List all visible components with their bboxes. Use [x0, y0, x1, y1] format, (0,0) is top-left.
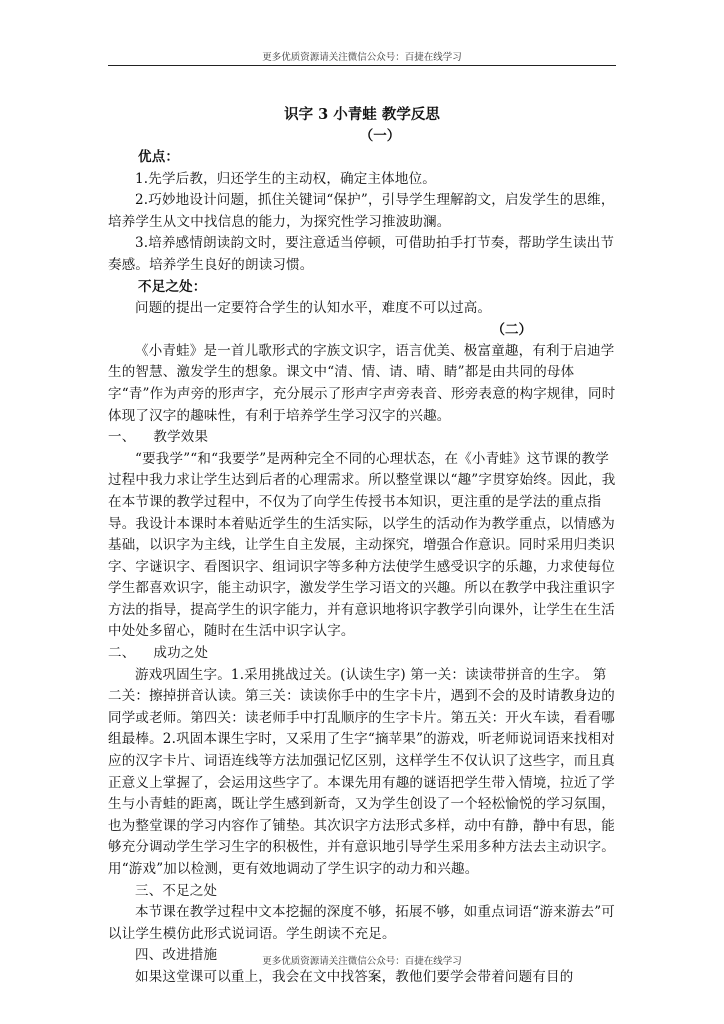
shortfall-paragraph: 本节课在教学过程中文本挖掘的深度不够，拓展不够，如重点词语“游来游去”可以让学生模仿此形式说词语。学生朗读不充足。: [108, 904, 616, 942]
heading-teaching-effect: 一、 教学效果: [108, 429, 209, 446]
heading-improvement: 四、改进措施: [135, 947, 218, 964]
pros-label: 优点：: [138, 149, 180, 165]
header-rule: [108, 65, 616, 66]
section-two-heading: （二）: [491, 321, 532, 338]
page-footer: 更多优质资源请关注微信公众号：百捷在线学习: [262, 956, 462, 967]
page-header: 更多优质资源请关注微信公众号：百捷在线学习: [262, 52, 462, 63]
success-paragraph: 游戏巩固生字。1.采用挑战过关。(认读生字) 第一关：读读带拼音的生字。 第二关：擦掉拼音认读。第三关：读读你手中的生字卡片，遇到不会的及时请教身边的同学或老师。第四关：读老师手中打乱顺序的生字卡片。第五关：开火车读，看看哪组最棒。2.巩固本课生字时，又采用了生字“摘苹果”的游戏，听老师说词语来找相对应的汉字卡片、词语连线等方法加强记忆区别，这样学生不仅认识了这些字，而且真正意义上掌握了，会运用这些字了。本课先用有趣的谜语把学生带入情境，拉近了学生与小青蛙的距离，既让学生感到新奇，又为学生创设了一个轻松愉悦的学习氛围，也为整堂课的学习内容作了铺垫。其次识字方法形式多样，动中有静，静中有思，能够充分调动学生学习生字的积极性，并有意识地引导学生采用多种方法去主动识字。用“游戏”加以检测，更有效地调动了学生识字的动力和兴趣。: [108, 666, 615, 877]
heading-shortfall: 三、不足之处: [135, 882, 218, 899]
section-one-heading: （一）: [359, 128, 401, 144]
teaching-effect-paragraph: “要我学”“和“我要学”是两种完全不同的心理状态，在《小青蛙》这节课的教学过程中我力求让学生达到后者的心理需求。所以整堂课以“趣”字贯穿始终。因此，我在本节课的教学过程中，不仅为了向学生传授书本知识，更注重的是学法的重点指导。我设计本课时本着贴近学生的生活实际，以学生的活动作为教学重点，以情感为基础，以识字为主线，让学生自主发展，主动探究，增强合作意识。同时采用归类识字、字谜识字、看图识字、组词识字等多种方法使学生感受识字的乐趣，力求使每位学生都喜欢识字，能主动识字，激发学生学习语文的兴趣。所以在教学中我注重识字方法的指导，提高学生的识字能力，并有意识地将识字教学引向课外，让学生在生活中处处多留心，随时在生活中识字认字。: [108, 450, 616, 640]
pros-item-3: 3.培养感情朗读韵文时，要注意适当停顿，可借助拍手打节奏，帮助学生读出节奏感。培养学生良好的朗读习惯。: [108, 235, 615, 273]
pros-item-1: 1.先学后教，归还学生的主动权，确定主体地位。: [135, 170, 436, 187]
improvement-paragraph: 如果这堂课可以重上，我会在文中找答案，教他们要学会带着问题有目的: [135, 968, 574, 985]
pros-item-2: 2.巧妙地设计问题，抓住关键词“保护”，引导学生理解韵文，启发学生的思维，培养学生从文中找信息的能力，为探究性学习推波助澜。: [108, 192, 615, 230]
intro-paragraph: 《小青蛙》是一首儿歌形式的字族文识字，语言优美、极富童趣，有利于启迪学生的智慧、激发学生的想象。课文中“清、情、请、晴、睛”都是由共同的母体字“青”作为声旁的形声字，充分展示了形声字声旁表音、形旁表意的构字规律，同时体现了汉字的趣味性，有利于培养学生学习汉字的兴趣。: [108, 342, 616, 424]
heading-success: 二、 成功之处: [108, 645, 209, 662]
cons-text: 问题的提出一定要符合学生的认知水平，难度不可以过高。: [135, 300, 492, 317]
document-body: [108, 104, 616, 989]
cons-label: 不足之处：: [138, 278, 207, 295]
document-title: 识字 3 小青蛙 教学反思: [284, 106, 440, 123]
